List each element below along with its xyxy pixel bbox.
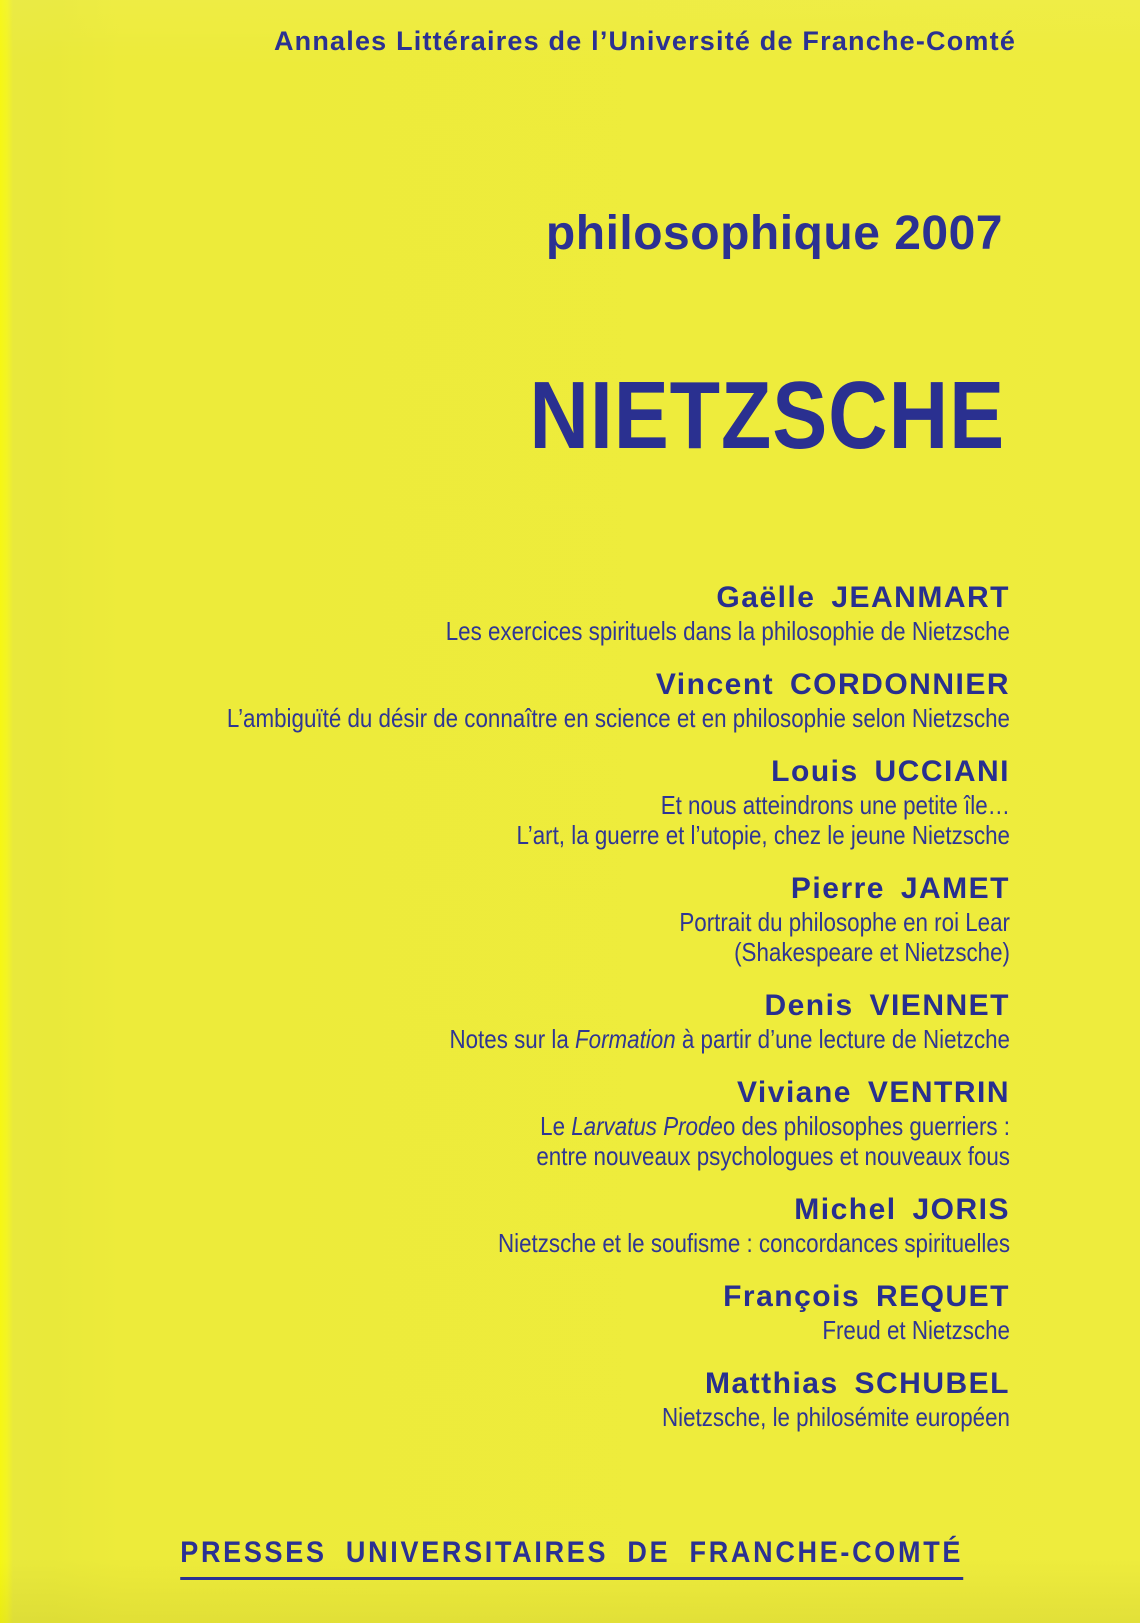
book-title: NIETZSCHE	[529, 362, 1005, 469]
title-segment: Notes sur la	[449, 1024, 575, 1054]
article-title-line	[176, 1402, 1010, 1432]
toc-entry	[40, 871, 1010, 967]
author-name: François REQUET	[723, 1280, 1010, 1313]
toc-entry	[40, 1279, 1010, 1345]
author-name: Viviane VENTRIN	[736, 1076, 1010, 1109]
author-name: Louis UCCIANI	[771, 755, 1010, 788]
toc-entry	[40, 754, 1010, 850]
article-title-line	[176, 937, 1010, 967]
title-segment: o des philosophes guerriers :	[722, 1111, 1010, 1141]
title-segment: Freud et Nietzsche	[822, 1315, 1010, 1345]
table-of-contents	[40, 580, 1010, 1453]
title-segment-italic: Larvatus Prode	[571, 1111, 723, 1141]
publisher-name: PRESSES UNIVERSITAIRES DE FRANCHE-COMTÉ	[180, 1536, 963, 1580]
article-title-line	[176, 820, 1010, 850]
title-segment: L’ambiguïté du désir de connaître en science et en philosophie selon Nietzsche	[226, 703, 1011, 733]
author-name: Vincent CORDONNIER	[655, 668, 1010, 701]
toc-entry	[40, 1366, 1010, 1432]
title-segment: entre nouveaux psychologues et nouveaux fous	[536, 1141, 1010, 1171]
title-segment: Portrait du philosophe en roi Lear	[679, 907, 1010, 937]
article-title-line	[176, 703, 1010, 733]
title-segment: Nietzsche, le philosémite européen	[661, 1402, 1010, 1432]
article-title-line	[176, 1141, 1010, 1171]
toc-entry	[40, 1192, 1010, 1258]
author-name: Pierre JAMET	[790, 872, 1010, 905]
title-segment: à partir d’une lecture de Nietzche	[675, 1024, 1010, 1054]
title-segment: Nietzsche et le soufisme : concordances spirituelles	[497, 1228, 1010, 1258]
toc-entry	[40, 580, 1010, 646]
title-segment: L’art, la guerre et l’utopie, chez le jeune Nietzsche	[516, 820, 1010, 850]
title-segment: Le	[540, 1111, 572, 1141]
series-title: philosophique 2007	[545, 207, 1003, 260]
author-name: Denis VIENNET	[764, 989, 1010, 1022]
toc-entry	[40, 988, 1010, 1054]
toc-entry	[40, 1075, 1010, 1171]
title-segment: (Shakespeare et Nietzsche)	[734, 937, 1010, 967]
article-title-line	[176, 1315, 1010, 1345]
author-name: Matthias SCHUBEL	[704, 1367, 1010, 1400]
article-title-line	[176, 1228, 1010, 1258]
article-title-line	[176, 1111, 1010, 1141]
author-name: Gaëlle JEANMART	[716, 581, 1010, 614]
article-title-line	[176, 1024, 1010, 1054]
imprint-line: Annales Littéraires de l’Université de Franche-Comté	[273, 26, 1017, 56]
title-segment-italic: Formation	[574, 1024, 676, 1054]
title-segment: Les exercices spirituels dans la philosophie de Nietzsche	[445, 616, 1010, 646]
publisher-line	[0, 1536, 1140, 1580]
article-title-line	[176, 907, 1010, 937]
article-title-line	[176, 616, 1010, 646]
toc-entry	[40, 667, 1010, 733]
author-name: Michel JORIS	[794, 1193, 1010, 1226]
article-title-line	[176, 790, 1010, 820]
title-segment: Et nous atteindrons une petite île…	[660, 790, 1010, 820]
